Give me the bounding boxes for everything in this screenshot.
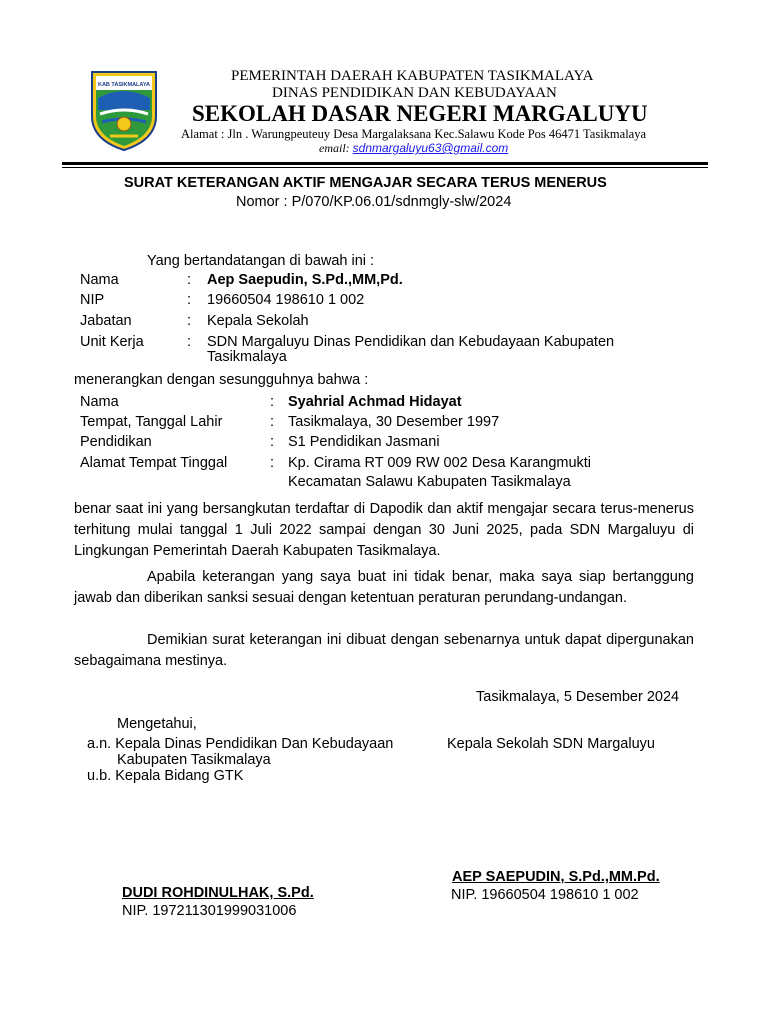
letterhead-gov-line: PEMERINTAH DAERAH KABUPATEN TASIKMALAYA [231, 68, 594, 84]
place-date: Tasikmalaya, 5 Desember 2024 [476, 689, 680, 705]
letter-title: SURAT KETERANGAN AKTIF MENGAJAR SECARA TERUS MENERUS [124, 175, 607, 191]
colon: : [270, 414, 275, 430]
knowing-label: Mengetahui, [117, 716, 197, 732]
subject-address-value-cont: Kecamatan Salawu Kabupaten Tasikmalaya [288, 474, 571, 490]
signer-name-value: Aep Saepudin, S.Pd.,MM,Pd. [207, 272, 403, 288]
subject-address-value: Kp. Cirama RT 009 RW 002 Desa Karangmukti [288, 455, 592, 471]
signer-name-label: Nama [80, 272, 119, 288]
subject-birth-value: Tasikmalaya, 30 Desember 1997 [288, 414, 500, 430]
paragraph-closing: Demikian surat keterangan ini dibuat dengan sebenarnya untuk dapat dipergunakan sebagaimana mestinya. [74, 632, 694, 669]
colon: : [270, 455, 275, 471]
right-signer-position: Kepala Sekolah SDN Margaluyu [447, 736, 655, 752]
declare-intro: menerangkan dengan sesungguhnya bahwa : [74, 372, 369, 388]
subject-name-label: Nama [80, 394, 119, 410]
colon: : [270, 434, 275, 450]
paragraph-status: benar saat ini yang bersangkutan terdaftar di Dapodik dan aktif mengajar secara terus-menerus terhitung mulai tanggal 1 Juli 2022 sampai dengan 30 Juni 2025, pada SDN Margaluyu di Lingkungan Pemerintah Daerah Kabupaten Tasikmalaya. [74, 501, 694, 559]
an-line-cont: Kabupaten Tasikmalaya [117, 752, 271, 768]
left-signer-nip: NIP. 197211301999031006 [122, 903, 297, 919]
signer-unit-value: SDN Margaluyu Dinas Pendidikan dan Kebudayaan Kabupaten [207, 334, 615, 350]
subject-education-value: S1 Pendidikan Jasmani [288, 434, 440, 450]
letterhead-dept-line: DINAS PENDIDIKAN DAN KEBUDAYAAN [272, 85, 557, 101]
letter-number: Nomor : P/070/KP.06.01/sdnmgly-slw/2024 [236, 194, 512, 210]
signer-nip-value: 19660504 198610 1 002 [207, 292, 365, 308]
subject-birth-label: Tempat, Tanggal Lahir [80, 414, 223, 430]
letterhead-email-row [319, 141, 508, 156]
colon: : [187, 313, 192, 329]
letterhead-divider-thin [62, 167, 708, 168]
signer-unit-value-cont: Tasikmalaya [207, 349, 287, 365]
colon: : [187, 292, 192, 308]
letterhead-divider-thick [62, 162, 708, 165]
subject-address-label: Alamat Tempat Tinggal [80, 455, 228, 471]
right-signer-nip: NIP. 19660504 198610 1 002 [451, 887, 639, 903]
letterhead-school-name: SEKOLAH DASAR NEGERI MARGALUYU [192, 101, 648, 126]
an-line: a.n. Kepala Dinas Pendidikan Dan Kebudayaan [87, 736, 394, 752]
email-label: email: [319, 141, 350, 155]
colon: : [187, 334, 192, 350]
letterhead-address: Alamat : Jln . Warungpeuteuy Desa Margalaksana Kec.Salawu Kode Pos 46471 Tasikmalaya [181, 127, 647, 141]
paragraph-responsibility: Apabila keterangan yang saya buat ini tidak benar, maka saya siap bertanggung jawab dan diberikan sanksi sesuai dengan ketentuan peraturan perundang-undangan. [74, 569, 694, 606]
signer-unit-label: Unit Kerja [80, 334, 144, 350]
ub-line: u.b. Kepala Bidang GTK [87, 768, 244, 784]
subject-education-label: Pendidikan [80, 434, 152, 450]
signer-position-label: Jabatan [80, 313, 132, 329]
colon: : [270, 394, 275, 410]
right-signer-name: AEP SAEPUDIN, S.Pd.,MM.Pd. [452, 869, 660, 885]
subject-name-value: Syahrial Achmad Hidayat [288, 394, 462, 410]
signer-position-value: Kepala Sekolah [207, 313, 309, 329]
district-logo [88, 66, 160, 152]
left-signer-name: DUDI ROHDINULHAK, S.Pd. [122, 885, 314, 901]
colon: : [187, 272, 192, 288]
logo-text: KAB TASIKMALAYA [97, 82, 151, 88]
signer-intro: Yang bertandatangan di bawah ini : [147, 253, 375, 269]
email-link[interactable]: sdnmargaluyu63@gmail.com [352, 141, 509, 155]
signer-nip-label: NIP [80, 292, 105, 308]
